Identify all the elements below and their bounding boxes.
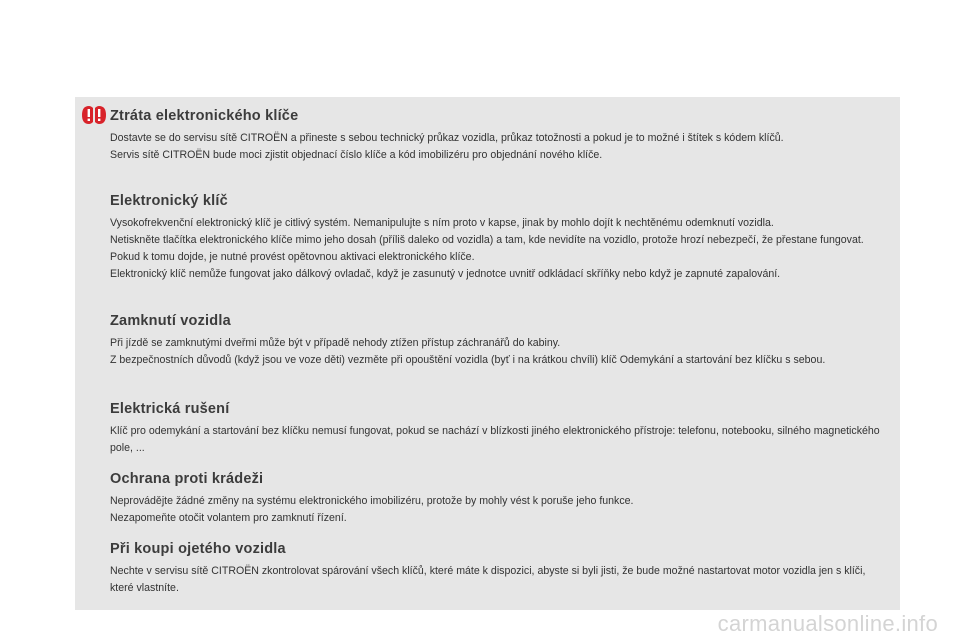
section-electrical-interference xyxy=(110,401,890,457)
section-anti-theft xyxy=(110,471,890,527)
section-lost-key xyxy=(110,108,890,164)
section-paragraph: Servis sítě CITROËN bude moci zjistit objednací číslo klíče a kód imobilizéru pro objednání nového klíče. xyxy=(110,149,603,161)
section-paragraph: Neprovádějte žádné změny na systému elektronického imobilizéru, protože by mohly vést k poruše jeho funkce. xyxy=(110,495,634,507)
section-title: Zamknutí vozidla xyxy=(110,313,231,329)
section-title: Elektrická rušení xyxy=(110,401,230,417)
section-paragraph: Klíč pro odemykání a startování bez klíčku nemusí fungovat, pokud se nachází v blízkosti jiného elektronického přístroje: telefonu, notebooku, silného magnetického pole, ... xyxy=(110,425,880,454)
section-used-vehicle-purchase xyxy=(110,541,890,597)
section-vehicle-locking xyxy=(110,313,890,369)
warning-double-exclamation-icon xyxy=(80,103,108,127)
section-title: Ztráta elektronického klíče xyxy=(110,108,299,124)
section-paragraph: Nechte v servisu sítě CITROËN zkontrolovat spárování všech klíčů, které máte k dispozici, abyste si byli jisti, že bude možné nastartovat motor vozidla jen s klíči, které vlastníte. xyxy=(110,565,866,594)
section-title: Elektronický klíč xyxy=(110,193,228,209)
section-paragraph: Netiskněte tlačítka elektronického klíče mimo jeho dosah (příliš daleko od vozidla) a tam, kde nevidíte na vozidlo, protože hrozí nebezpečí, že přestane fungovat. Pokud k tomu dojde, je nutné provést opětovnou aktivaci elektronického klíče. xyxy=(110,234,864,263)
watermark: carmanualsonline.info xyxy=(717,611,938,636)
section-paragraph: Elektronický klíč nemůže fungovat jako dálkový ovladač, když je zasunutý v jednotce uvnitř odkládací skříňky nebo když je zapnuté zapalování. xyxy=(110,268,781,280)
section-paragraph: Dostavte se do servisu sítě CITROËN a přineste s sebou technický průkaz vozidla, průkaz totožnosti a pokud je to možné i štítek s kódem klíčů. xyxy=(110,132,784,144)
section-title: Ochrana proti krádeži xyxy=(110,471,264,487)
section-paragraph: Nezapomeňte otočit volantem pro zamknutí řízení. xyxy=(110,512,347,524)
section-paragraph: Z bezpečnostních důvodů (když jsou ve voze děti) vezměte při opouštění vozidla (byť i na krátkou chvíli) klíč Odemykání a startování bez klíčku s sebou. xyxy=(110,354,826,366)
section-paragraph: Vysokofrekvenční elektronický klíč je citlivý systém. Nemanipulujte s ním proto v kapse, jinak by mohlo dojít k nechtěnému odemknutí vozidla. xyxy=(110,217,774,229)
section-paragraph: Při jízdě se zamknutými dveřmi může být v případě nehody ztížen přístup záchranářů do kabiny. xyxy=(110,337,561,349)
section-title: Při koupi ojetého vozidla xyxy=(110,541,286,557)
section-electronic-key xyxy=(110,193,890,283)
